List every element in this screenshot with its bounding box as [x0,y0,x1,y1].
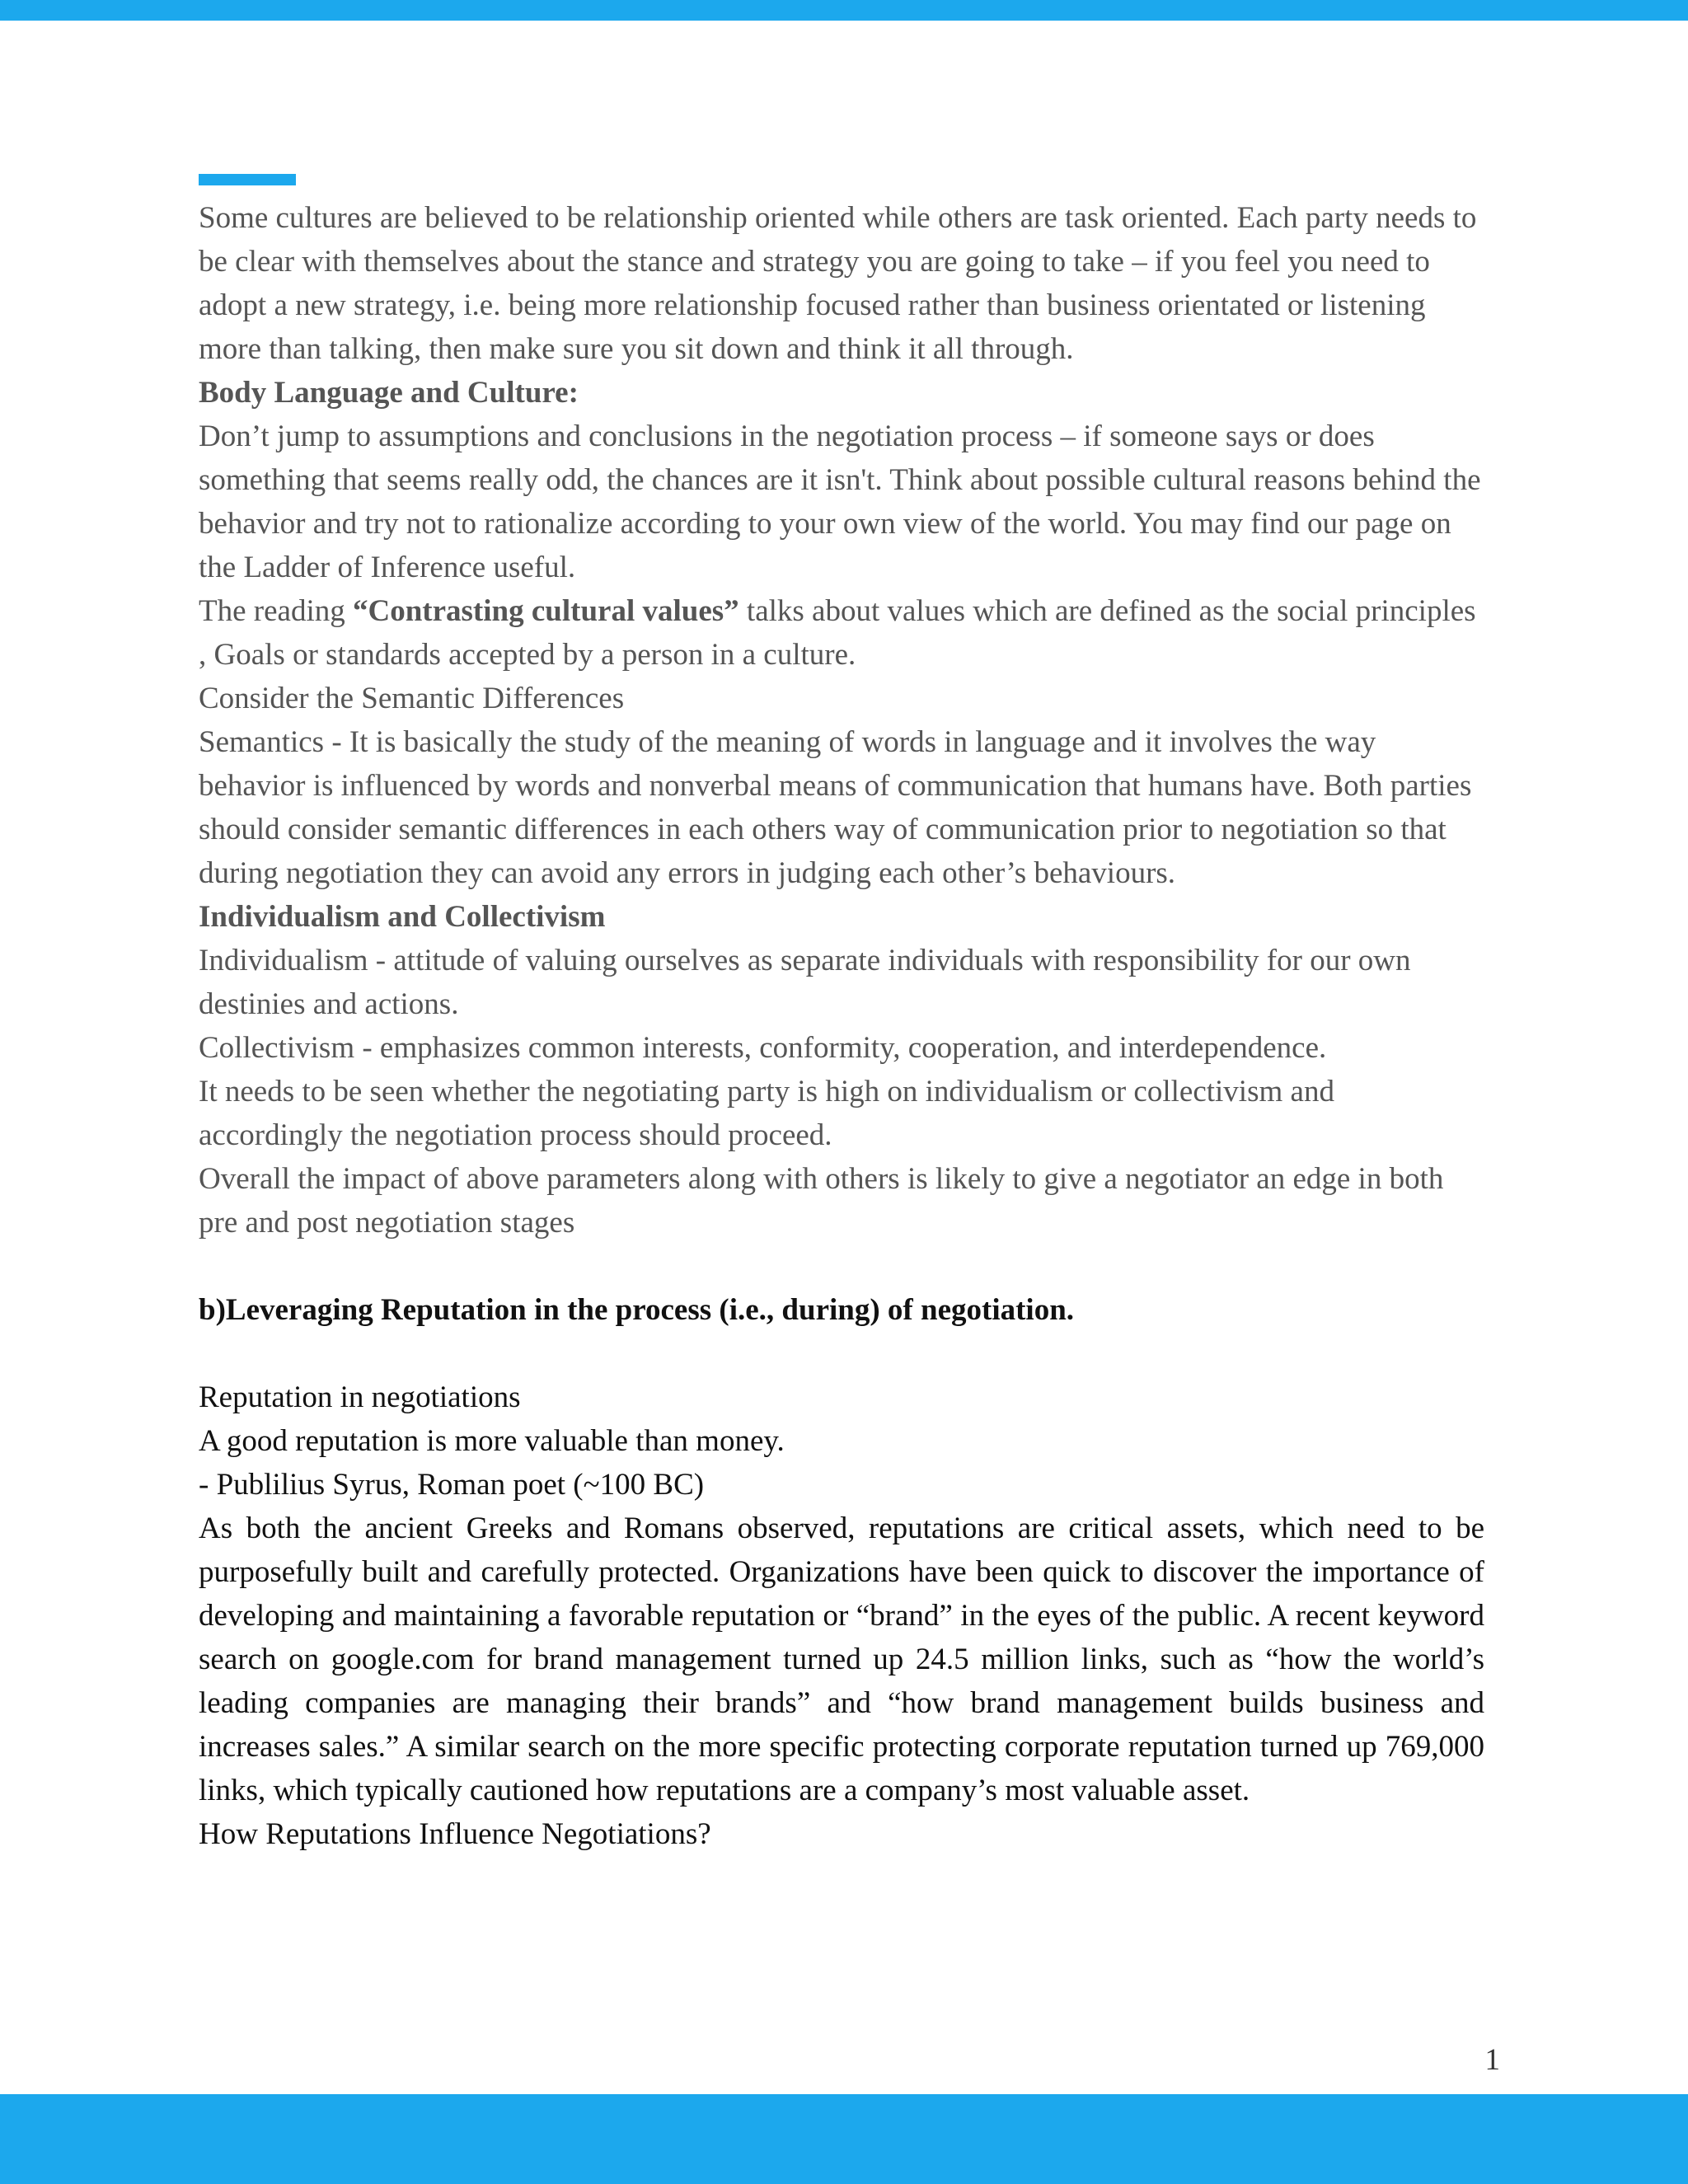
top-accent-bar [0,0,1688,21]
contrasting-title: “Contrasting cultural values” [352,594,739,628]
spacer [199,1244,1484,1288]
paragraph-reputation-heading: Reputation in negotiations [199,1380,521,1414]
contrasting-post: talks about values which are defined as the social principles , Goals or standards accepted by a person in a culture. [199,594,1476,672]
quote-text: A good reputation is more valuable than money. [199,1424,785,1458]
quote-attribution: - Publilius Syrus, Roman poet (~100 BC) [199,1468,705,1502]
spacer [199,1332,1484,1376]
contrasting-pre: The reading [199,594,353,628]
paragraph-semantic-heading: Consider the Semantic Differences [199,682,625,715]
header-accent-line [199,174,296,185]
paragraph-assumptions: Don’t jump to assumptions and conclusions in the negotiation process – if someone says or does something that seems really odd, the chances are it isn't. Think about possible cultural reasons behind the behavior and try not to rationalize according to your own view of the world. You may find our page on the Ladder of Inference useful. [199,419,1481,584]
paragraph-negotiating-party: It needs to be seen whether the negotiating party is high on individualism or collectivism and accordingly the negotiation process should proceed. [199,1075,1334,1152]
paragraph-cultures: Some cultures are believed to be relationship oriented while others are task oriented. Each party needs to be clear with themselves about the stance and strategy you are going to take – if you feel you need to adopt a new strategy, i.e. being more relationship focused rather than business orientated or listening more than talking, then make sure you sit down and think it all through. [199,201,1477,366]
footer-accent-bar [0,2094,1688,2184]
document-body [199,196,1484,1856]
paragraph-overall: Overall the impact of above parameters along with others is likely to give a negotiator an edge in both pre and post negotiation stages [199,1162,1444,1240]
page-number: 1 [1484,2043,1500,2077]
heading-body-language: Body Language and Culture: [199,376,579,410]
paragraph-semantics: Semantics - It is basically the study of the meaning of words in language and it involves the way behavior is influenced by words and nonverbal means of communication that humans have. Both parties should consider semantic differences in each others way of communication prior to negotiation so that during negotiation they can avoid any errors in judging each other’s behaviours. [199,725,1472,890]
paragraph-collectivism: Collectivism - emphasizes common interests, conformity, cooperation, and interdependence. [199,1031,1327,1065]
paragraph-contrasting-values [199,589,1484,677]
paragraph-individualism: Individualism - attitude of valuing ourselves as separate individuals with responsibility for our own destinies and actions. [199,944,1411,1021]
heading-section-b: b)Leveraging Reputation in the process (i.e., during) of negotiation. [199,1293,1075,1327]
paragraph-reputation-question: How Reputations Influence Negotiations? [199,1817,711,1851]
heading-individualism: Individualism and Collectivism [199,900,606,934]
paragraph-reputation-assets: As both the ancient Greeks and Romans observed, reputations are critical assets, which need to be purposefully built and carefully protected. Organizations have been quick to discover the importance of developing and maintaining a favorable reputation or “brand” in the eyes of the public. A recent keyword search on google.com for brand management turned up 24.5 million links, such as “how the world’s leading companies are managing their brands” and “how brand management builds business and increases sales.” A similar search on the more specific protecting corporate reputation turned up 769,000 links, which typically cautioned how reputations are a company’s most valuable asset. [199,1511,1484,1807]
